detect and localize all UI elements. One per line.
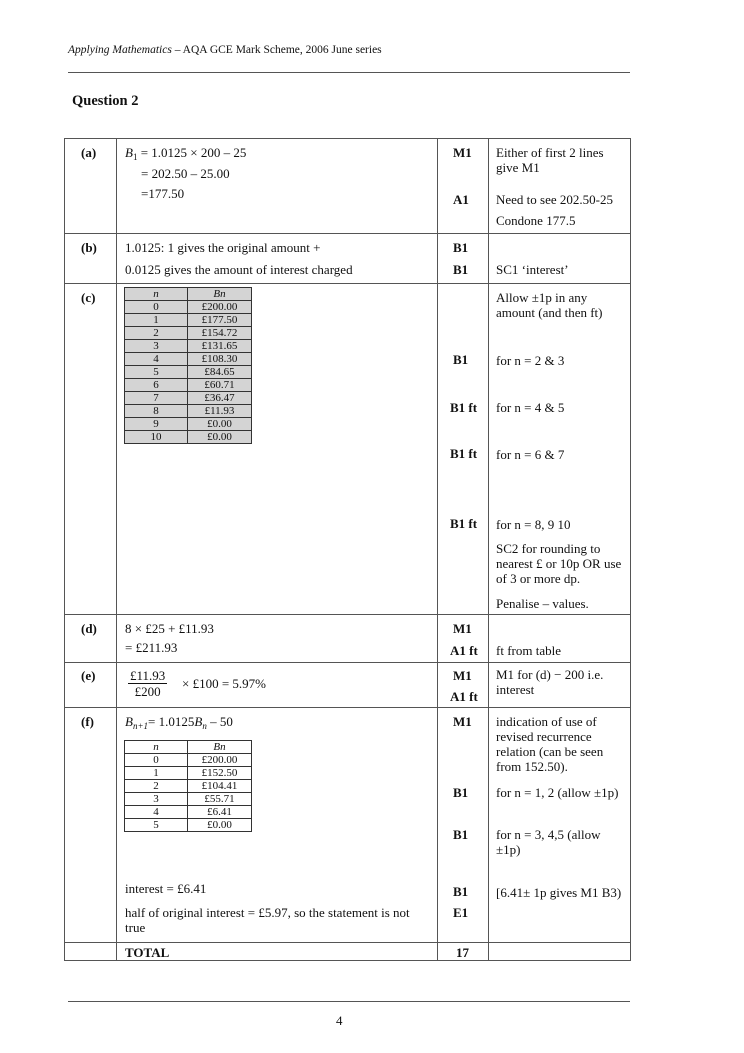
part-b-label: (b) [81,240,97,255]
part-f-mark-1: M1 [453,714,472,729]
table-header-bn: Bn [188,741,252,754]
footer-rule [68,1001,630,1002]
cell-bn: £200.00 [188,301,252,314]
part-c-bn-table [124,287,252,444]
table-row [125,767,252,780]
table-header-bn: Bn [188,288,252,301]
part-f-bn-table [124,740,252,832]
cell-n: 8 [125,405,188,418]
part-c-comment-6: SC2 for rounding to nearest £ or 10p OR use of 3 or more dp. [496,541,622,586]
cell-n: 0 [125,301,188,314]
part-e-comment-1: M1 for (d) − 200 i.e. interest [496,667,604,697]
table-header-n: n [125,288,188,301]
part-e-label: (e) [81,668,96,683]
table-row [125,780,252,793]
part-f-comment-2: for n = 1, 2 (allow ±1p) [496,785,619,800]
fraction-denominator: £200 [134,684,161,699]
part-d-mark-2: A1 ft [450,643,478,658]
table-row [125,327,252,340]
part-e-mark-2: A1 ft [450,689,478,704]
cell-n: 3 [125,793,188,806]
part-f-comment-1: indication of use of revised recurrence relation (can be seen from 152.50). [496,714,604,774]
part-c-label: (c) [81,290,96,305]
running-header: Applying Mathematics – AQA GCE Mark Scheme, 2006 June series [68,44,382,56]
table-row [125,793,252,806]
part-f-recurrence: $B_{n+1}= 1.0125B_n - 50$ [125,714,233,731]
cell-n: 3 [125,340,188,353]
cell-n: 1 [125,767,188,780]
part-a-mark-2: A1 [453,192,469,207]
cell-n: 5 [125,819,188,832]
table-row [125,754,252,767]
part-a-line-3: =177.50 [141,186,185,201]
cell-n: 9 [125,418,188,431]
part-d-mark-1: M1 [453,621,472,636]
table-row [125,340,252,353]
table-row [125,301,252,314]
cell-bn: £200.00 [188,754,252,767]
table-row [125,366,252,379]
table-row [125,405,252,418]
part-f-mark-2: B1 [453,785,469,800]
part-c-comment-1: Allow ±1p in any amount (and then ft) [496,290,603,320]
part-d-line-1: 8 × £25 + £11.93 [125,621,214,636]
part-d-line-2: = £211.93 [125,640,178,655]
cell-bn: £60.71 [188,379,252,392]
cell-n: 0 [125,754,188,767]
cell-bn: £177.50 [188,314,252,327]
part-b-comment-1: SC1 ‘interest’ [496,262,569,277]
cell-n: 5 [125,366,188,379]
table-row [125,379,252,392]
part-a-line-1: $B_1 = 1.0125 \times 200 - 25$ [125,145,247,162]
part-f-label: (f) [81,714,94,729]
table-header-n: n [125,741,188,754]
cell-bn: £152.50 [188,767,252,780]
cell-bn: £108.30 [188,353,252,366]
part-c-mark-4: B1 ft [450,516,478,531]
part-f-comment-4: [6.41± 1p gives M1 B3) [496,885,622,900]
cell-n: 2 [125,780,188,793]
total-marks: 17 [456,945,469,960]
header-rule [68,72,630,73]
table-row [125,431,252,444]
cell-bn: £131.65 [188,340,252,353]
cell-n: 7 [125,392,188,405]
part-f-mark-3: B1 [453,827,469,842]
table-row [125,819,252,832]
part-f-comment-3: for n = 3, 4,5 (allow ±1p) [496,827,601,857]
part-c-comment-3: for n = 4 & 5 [496,400,565,415]
part-d-label: (d) [81,621,97,636]
total-label: TOTAL [125,945,170,960]
part-e-result: × £100 = 5.97% [182,676,266,691]
part-e-mark-1: M1 [453,668,472,683]
fraction-numerator: £11.93 [130,668,166,683]
part-c-comment-4: for n = 6 & 7 [496,447,565,462]
part-a-line-2: = 202.50 – 25.00 [141,166,230,181]
part-f-mark-5: E1 [453,905,469,920]
part-a-comment-1: Either of first 2 lines give M1 [496,145,604,175]
page-number: 4 [336,1013,343,1028]
part-a-comment-3: Condone 177.5 [496,213,576,228]
cell-bn: £104.41 [188,780,252,793]
cell-bn: £84.65 [188,366,252,379]
part-a-mark-1: M1 [453,145,472,160]
part-c-comment-2: for n = 2 & 3 [496,353,565,368]
cell-n: 2 [125,327,188,340]
cell-n: 4 [125,806,188,819]
cell-bn: £55.71 [188,793,252,806]
part-a-label: (a) [81,145,97,160]
cell-bn: £0.00 [188,431,252,444]
table-row [125,392,252,405]
part-a-comment-2: Need to see 202.50-25 [496,192,613,207]
part-c-comment-5: for n = 8, 9 10 [496,517,571,532]
cell-n: 10 [125,431,188,444]
cell-bn: £154.72 [188,327,252,340]
cell-bn: £0.00 [188,418,252,431]
cell-bn: £36.47 [188,392,252,405]
cell-n: 4 [125,353,188,366]
part-b-mark-2: B1 [453,262,469,277]
part-b-line-1: 1.0125: 1 gives the original amount + [125,240,321,255]
table-row [125,806,252,819]
part-c-mark-1: B1 [453,352,469,367]
part-f-mark-4: B1 [453,884,469,899]
part-b-mark-1: B1 [453,240,469,255]
part-c-mark-3: B1 ft [450,446,478,461]
cell-n: 6 [125,379,188,392]
table-row [125,314,252,327]
part-e-fraction [128,668,167,699]
table-row [125,353,252,366]
part-b-line-2: 0.0125 gives the amount of interest charged [125,262,353,277]
part-c-mark-2: B1 ft [450,400,478,415]
part-f-line-2: half of original interest = £5.97, so the statement is not true [125,905,410,935]
part-c-comment-7: Penalise – values. [496,596,589,611]
cell-bn: £0.00 [188,819,252,832]
cell-bn: £11.93 [188,405,252,418]
cell-bn: £6.41 [188,806,252,819]
cell-n: 1 [125,314,188,327]
table-row [125,418,252,431]
question-title: Question 2 [72,93,139,109]
part-f-line-1: interest = £6.41 [125,881,207,896]
part-d-comment-1: ft from table [496,643,561,658]
